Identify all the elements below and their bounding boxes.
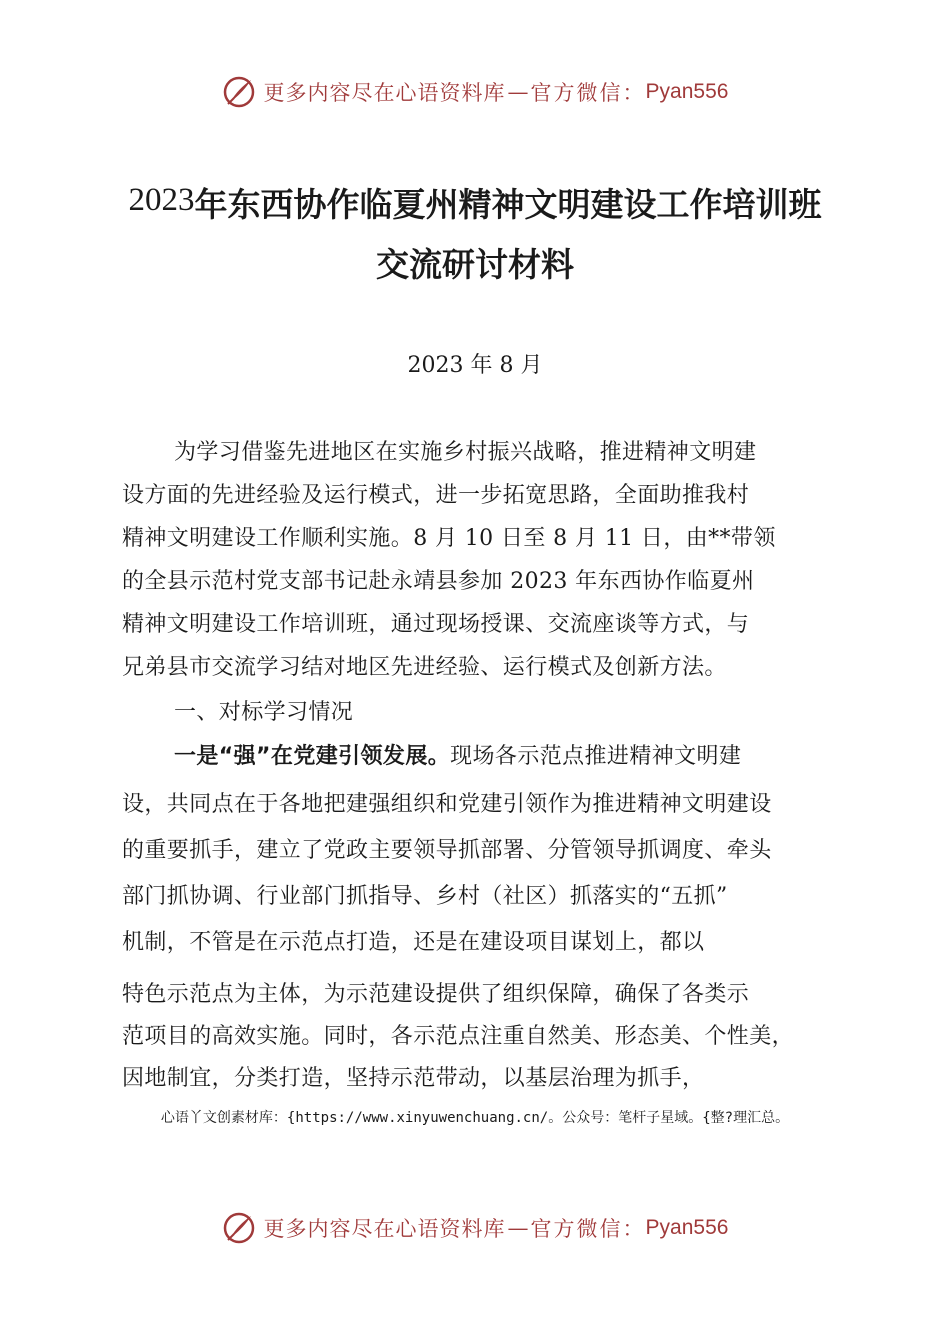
point1-line-1 <box>174 742 864 772</box>
banner-wechat-label: 官方微信： <box>530 1217 646 1241</box>
point1-line-4: 部门抓协调、行业部门抓指导、乡村（社区）抓落实的“五抓” <box>122 884 728 909</box>
banner-wechat-id: Pyan556 <box>645 1216 729 1239</box>
point1-line-3: 的重要抓手，建立了党政主要领导抓部署、分管领导抓调度、牵头 <box>122 838 772 863</box>
banner-separator: — <box>507 1216 529 1240</box>
intro-line-4: 的全县示范村党支部书记赴永靖县参加 2023 年东西协作临夏州 <box>122 569 755 594</box>
bottom-banner <box>0 1206 950 1250</box>
point1-line-6: 特色示范点为主体，为示范建设提供了组织保障，确保了各类示 <box>122 982 750 1007</box>
intro-line-6: 兄弟县市交流学习结对地区先进经验、运行模式及创新方法。 <box>122 655 727 680</box>
intro-line-5: 精神文明建设工作培训班，通过现场授课、交流座谈等方式，与 <box>122 612 750 637</box>
point1-lead: 一是“强”在党建引领发展。 <box>174 744 451 769</box>
intro-line-3: 精神文明建设工作顺利实施。8 月 10 日至 8 月 11 日，由**带领 <box>122 526 776 551</box>
point1-line-7: 范项目的高效实施。同时，各示范点注重自然美、形态美、个性美， <box>122 1024 795 1049</box>
banner-text: 更多内容尽在心语资料库 <box>263 1217 506 1241</box>
title-line1-text: 年东西协作临夏州精神文明建设工作培训班 <box>194 185 822 224</box>
point1-line-8: 因地制宜，分类打造，坚持示范带动，以基层治理为抓手， <box>122 1066 705 1091</box>
point1-line-2: 设，共同点在于各地把建强组织和党建引领作为推进精神文明建设 <box>122 792 772 817</box>
footer-source-note: 心语丫文创素材库：{https://www.xinyuwenchuang.cn/。公众号：笔杆子星域。{整?理汇总。 <box>160 1110 790 1126</box>
document-title-line1 <box>0 180 950 231</box>
intro-line-2: 设方面的先进经验及运行模式，进一步拓宽思路，全面助推我村 <box>122 483 750 508</box>
quill-logo-icon <box>222 1211 256 1245</box>
point1-first-rest: 现场各示范点推进精神文明建 <box>450 744 742 769</box>
section-heading: 一、对标学习情况 <box>174 700 354 725</box>
intro-line-1: 为学习借鉴先进地区在实施乡村振兴战略，推进精神文明建 <box>174 440 757 465</box>
title-year: 2023 <box>128 182 195 218</box>
document-date: 2023 年 8 月 <box>407 353 543 378</box>
banner-wechat-label: 官方微信： <box>530 81 646 105</box>
document-title-line2: 交流研讨材料 <box>376 245 574 284</box>
top-banner <box>0 70 950 114</box>
banner-text: 更多内容尽在心语资料库 <box>263 81 506 105</box>
point1-line-5: 机制，不管是在示范点打造，还是在建设项目谋划上，都以 <box>122 930 705 955</box>
banner-wechat-id: Pyan556 <box>645 80 729 103</box>
quill-logo-icon <box>222 75 256 109</box>
banner-separator: — <box>507 80 529 104</box>
